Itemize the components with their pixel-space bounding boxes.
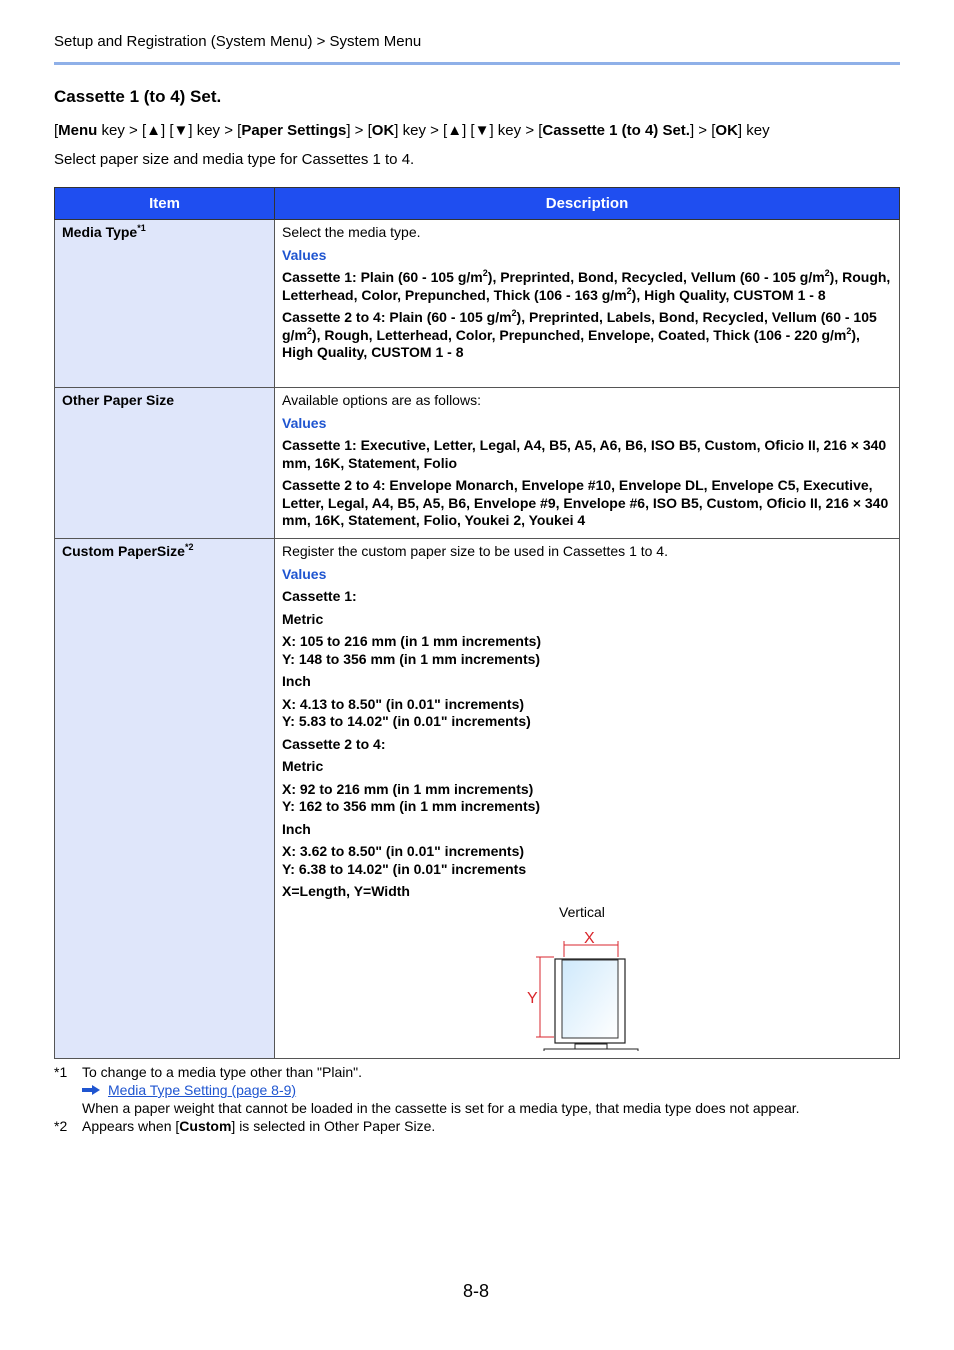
values-label: Values (282, 246, 327, 263)
cassette2to4-label: Cassette 2 to 4: (282, 735, 386, 752)
path-text: ] [ (160, 122, 174, 139)
inch-label: Inch (282, 673, 311, 689)
section-title: Cassette 1 (to 4) Set. (54, 87, 222, 106)
cassette1-media-values: Cassette 1: Plain (60 - 105 $g/m^2$), Preprinted, Bond, Recycled, Vellum (60 - 105 $g/m^2$), Rough, Letterhead, Color, Prepunched, Thick (106 - 163 $g/m^2$), High Quality, CUSTOM 1 - 8 (282, 268, 891, 303)
path-text: key > [ (97, 122, 147, 139)
key-path: [Menu key > [▲] [▼] key > [Paper Settings] > [OK] key > [▲] [▼] key > [Cassette 1 (to 4) Set.] > [OK] key (54, 122, 770, 139)
item-label: Media Type (62, 224, 138, 240)
header-rule (54, 62, 900, 65)
metric-label: Metric (282, 610, 324, 627)
arrow-right-icon (82, 1085, 100, 1095)
item-media-type (55, 220, 275, 388)
path-text: ] key (737, 122, 770, 139)
breadcrumb: Setup and Registration (System Menu) > System Menu (54, 33, 422, 50)
footnotes (54, 1063, 800, 1135)
description-cell (275, 220, 900, 388)
item-other-paper-size: Other Paper Size (55, 388, 275, 539)
footnote-1-extra: When a paper weight that cannot be loaded in the cassette is set for a media type, that media type does not appear. (82, 1100, 800, 1116)
x-dimension-label: X (584, 929, 595, 947)
description-intro: Select the media type. (282, 224, 421, 240)
col-header-description: Description (275, 188, 900, 220)
paper-dimension-diagram (282, 901, 892, 1051)
section-intro: Select paper size and media type for Cassettes 1 to 4. (54, 151, 415, 168)
inch-label: Inch (282, 820, 311, 837)
cassette2to4-media-values: Cassette 2 to 4: Plain (60 - 105 $g/m^2$), Preprinted, Labels, Bond, Recycled, Vellum (60 - 105 $g/m^2$), Rough, Letterhead, Color, Prepunched, Envelope, Coated, Thick (106 - 220 $g/m^2$), High Quality, CUSTOM 1 - 8 (282, 308, 877, 360)
paper-orientation-figure (282, 901, 892, 1051)
path-text: ] > [ (689, 122, 716, 139)
cassette2to4-inch-range: X: 3.62 to 8.50" (in 0.01" increments) Y: 6.38 to 14.02" (in 0.01" increments (282, 843, 527, 877)
path-text: ] > [ (346, 122, 372, 139)
footnote-ref: *1 (137, 223, 146, 233)
values-label: Values (282, 565, 327, 582)
key-custom: Custom (179, 1118, 232, 1134)
cassette1-inch-range: X: 4.13 to 8.50" (in 0.01" increments) Y: 5.83 to 14.02" (in 0.01" increments) (282, 695, 531, 729)
key-ok: OK (715, 122, 738, 139)
cassette2to4-size-values: Cassette 2 to 4: Envelope Monarch, Envelope #10, Envelope DL, Envelope C5, Executive, Letter, Legal, A4, B5, A5, B6, Envelope #9, Envelope #6, ISO B5, Custom, Oficio II, 216 × 340 mm, 16K, Statement, Folio, Youkei 2, Youkei 4 (282, 477, 889, 528)
path-text: ] key > [ (394, 122, 448, 139)
y-dimension-label: Y (527, 989, 538, 1007)
path-text: ] [ (462, 122, 475, 139)
media-type-setting-link[interactable]: Media Type Setting (page 8-9) (82, 1081, 800, 1099)
table-row (55, 539, 900, 1059)
footnote-ref: *2 (184, 542, 194, 552)
footnote-2: *2 Appears when [Custom] is selected in Other Paper Size. (54, 1118, 436, 1134)
cassette1-label: Cassette 1: (282, 588, 357, 604)
item-custom-papersize (55, 539, 275, 1059)
cassette1-metric-range: X: 105 to 216 mm (in 1 mm increments) Y: 148 to 356 mm (in 1 mm increments) (282, 633, 542, 667)
path-text: ] key > [ (188, 122, 242, 139)
key-cassette-set: Cassette 1 (to 4) Set. (542, 122, 690, 139)
down-arrow-key: ▼ (173, 122, 189, 139)
up-arrow-key: ▲ (146, 122, 161, 139)
path-text: ] key > [ (489, 122, 543, 139)
metric-label: Metric (282, 758, 324, 774)
footnote-1: *1 To change to a media type other than "Plain". (54, 1064, 363, 1080)
down-arrow-key: ▼ (474, 122, 490, 139)
key-menu: Menu (58, 122, 98, 139)
key-ok: OK (371, 122, 395, 139)
values-label: Values (282, 414, 327, 431)
cassette1-size-values: Cassette 1: Executive, Letter, Legal, A4, B5, A5, A6, B6, ISO B5, Custom, Oficio II, 216 × 340 mm, 16K, Statement, Folio (282, 437, 887, 471)
key-paper-settings: Paper Settings (241, 122, 347, 139)
cassette2to4-metric-range: X: 92 to 216 mm (in 1 mm increments) Y: 162 to 356 mm (in 1 mm increments) (282, 780, 541, 814)
settings-table (54, 187, 900, 1059)
description-intro: Available options are as follows: (282, 392, 481, 408)
paper-sheet (562, 960, 618, 1038)
col-header-item: Item (55, 188, 275, 220)
item-label: Custom PaperSize (62, 543, 185, 559)
table-row (55, 220, 900, 388)
table-row (55, 388, 900, 539)
figure-caption: Vertical (559, 903, 605, 920)
page-number: 8-8 (463, 1281, 490, 1301)
up-arrow-key: ▲ (447, 122, 463, 139)
dimension-legend: X=Length, Y=Width (282, 883, 410, 899)
description-cell (275, 539, 900, 1059)
table-header-row (55, 188, 900, 220)
description-cell (275, 388, 900, 539)
description-intro: Register the custom paper size to be used in Cassettes 1 to 4. (282, 543, 668, 559)
